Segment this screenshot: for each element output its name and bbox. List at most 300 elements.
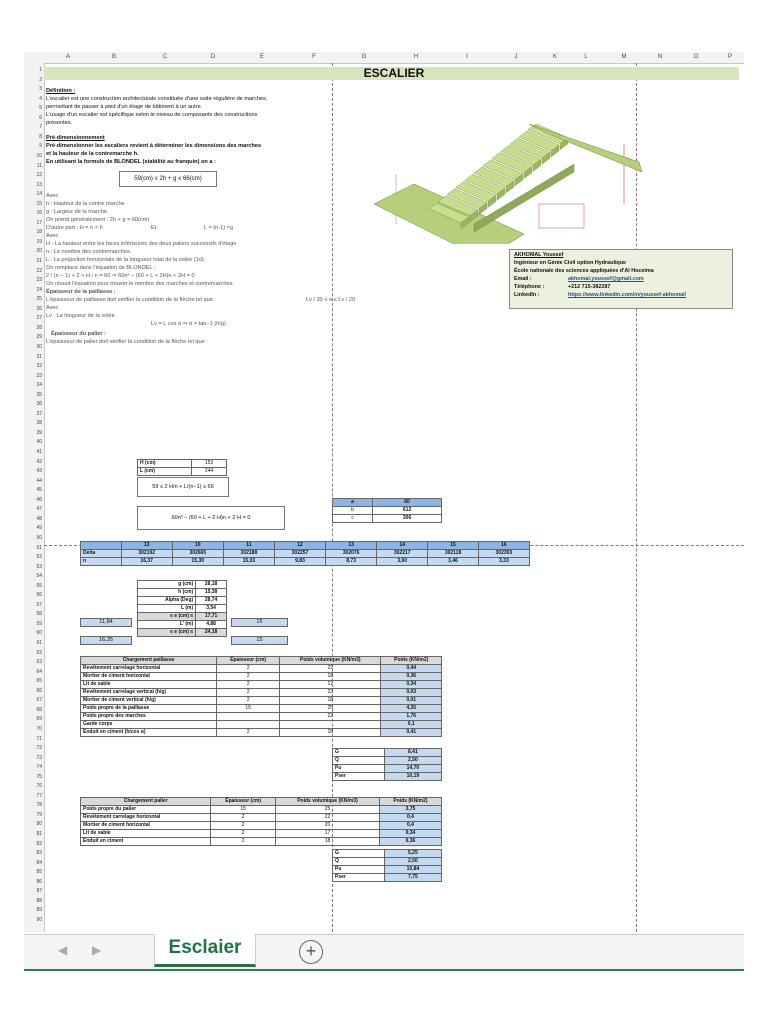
cell[interactable]: 28,18: [196, 581, 227, 589]
row-header[interactable]: 1: [39, 67, 42, 73]
cell[interactable]: 24,18: [196, 629, 227, 637]
cell[interactable]: Revêtement carrelage vertical (h/g): [81, 689, 217, 697]
row-header[interactable]: 87: [36, 888, 42, 895]
cell[interactable]: H (cm): [138, 460, 192, 468]
cell[interactable]: 17: [280, 681, 381, 689]
cell[interactable]: 15: [231, 636, 288, 645]
cell[interactable]: 22: [276, 814, 380, 822]
row-header[interactable]: 26: [36, 305, 42, 312]
cell[interactable]: a: [333, 499, 373, 507]
definition-heading: Définition :: [46, 88, 76, 94]
cell[interactable]: 18: [280, 673, 381, 681]
column-header[interactable]: E: [259, 54, 264, 60]
text-line: On prend généralement : 2h + g = 60(cm): [46, 217, 150, 223]
row-header[interactable]: 35: [36, 391, 42, 398]
column-header[interactable]: O: [693, 54, 699, 60]
cell[interactable]: 17: [276, 830, 380, 838]
cell[interactable]: Épaisseur (cm): [211, 798, 276, 806]
text-line: Lv = L cos α ⇒ α = tan−1 (h/g): [151, 321, 226, 327]
cell[interactable]: 8,73: [326, 558, 377, 566]
cell[interactable]: 13: [326, 542, 377, 550]
cell[interactable]: 18: [280, 697, 381, 705]
cell[interactable]: Poids propre de la paillasse: [81, 705, 217, 713]
cell[interactable]: 2: [211, 838, 276, 846]
cell[interactable]: 302303: [478, 550, 529, 558]
author-contact-box: [509, 249, 733, 309]
text-line: L = (n-1) ×g: [204, 225, 234, 231]
cell[interactable]: 16,35: [80, 636, 132, 645]
row-header[interactable]: 49: [36, 525, 42, 532]
cell[interactable]: 60: [373, 499, 442, 507]
cell[interactable]: [280, 721, 381, 729]
row-header[interactable]: 27: [36, 315, 42, 322]
cell[interactable]: Pser: [333, 874, 385, 882]
row-header[interactable]: 80: [36, 821, 42, 828]
row-header[interactable]: 88: [36, 897, 42, 904]
row-header[interactable]: 23: [36, 277, 42, 284]
cell[interactable]: 20: [276, 822, 380, 830]
row-header[interactable]: 69: [36, 716, 42, 723]
row-header[interactable]: 63: [36, 659, 42, 666]
row-header[interactable]: 61: [36, 640, 42, 646]
cell[interactable]: 15: [211, 806, 276, 814]
text-line: Lv / 30 ≤ e ≤ Lv / 20: [306, 297, 356, 303]
cell[interactable]: 3,75: [379, 806, 441, 814]
cell[interactable]: G: [333, 749, 385, 757]
cell[interactable]: 1,76: [381, 713, 442, 721]
cell[interactable]: [81, 542, 122, 550]
text-line: Avec: [46, 193, 59, 199]
cell[interactable]: 0,34: [379, 830, 441, 838]
row-header[interactable]: 31: [36, 353, 42, 360]
cell[interactable]: [217, 713, 280, 721]
text-line: Lv : La longueur de la volée: [46, 313, 115, 319]
row-header[interactable]: 8: [39, 133, 42, 140]
cell[interactable]: 28,74: [196, 597, 227, 605]
row-header[interactable]: 84: [36, 859, 42, 866]
loads-palier-table: [80, 797, 442, 846]
cell[interactable]: 2: [211, 814, 276, 822]
definition-line: L'escalier est une construction architecturale constituée d'une suite régulière de marches,: [46, 96, 268, 102]
row-header[interactable]: 86: [36, 878, 42, 885]
row-header[interactable]: 85: [36, 869, 42, 876]
cell[interactable]: 2: [217, 689, 280, 697]
cell[interactable]: 15: [217, 705, 280, 713]
cell[interactable]: 2: [217, 673, 280, 681]
column-header[interactable]: P: [727, 54, 732, 60]
cell[interactable]: Mortier de ciment horizontal: [81, 822, 211, 830]
definition-line: permettant de passer à pied d'un étage de bâtiment à un autre.: [46, 104, 203, 110]
row-header[interactable]: 20: [36, 248, 42, 255]
row-header[interactable]: 3: [39, 86, 42, 93]
cell[interactable]: Poids volumique (KN/m3): [280, 657, 381, 665]
cell[interactable]: Delta: [81, 550, 122, 558]
cell[interactable]: Poids propre des marches: [81, 713, 217, 721]
row-header[interactable]: 55: [36, 582, 42, 589]
text-line: h : Hauteur de la contre marche: [46, 201, 125, 207]
cell[interactable]: Revêtement carrelage horizontal: [81, 665, 217, 673]
row-header[interactable]: 33: [36, 372, 42, 379]
cell[interactable]: 3,46: [428, 558, 478, 566]
row-header[interactable]: 66: [36, 687, 42, 694]
column-header[interactable]: H: [413, 54, 419, 60]
cell[interactable]: 22: [280, 689, 381, 697]
cell[interactable]: Chargement palier: [81, 798, 211, 806]
cell[interactable]: Lit de sable: [81, 830, 211, 838]
row-header[interactable]: 65: [36, 678, 42, 685]
blondel-formula: 59(cm) ≤ 2h + g ≤ 66(cm): [134, 176, 202, 182]
prev-sheet-icon[interactable]: ◀: [58, 943, 68, 957]
row-header[interactable]: 42: [36, 458, 42, 465]
cell[interactable]: 14: [377, 542, 428, 550]
definition-line: présentes.: [46, 120, 73, 126]
row-header[interactable]: 58: [36, 611, 42, 618]
cell[interactable]: 15,38: [196, 589, 227, 597]
cell[interactable]: 0,4: [379, 822, 441, 830]
column-header[interactable]: J: [514, 54, 518, 60]
cell[interactable]: 0,36: [381, 673, 442, 681]
text-line: 2 / (n − 1) + 2 × H / n = 60 ⇒ 60n² − (60 + L + 2H)n + 2H = 0: [46, 273, 195, 279]
cell[interactable]: 302217: [377, 550, 428, 558]
cell[interactable]: 10,84: [384, 866, 441, 874]
cell[interactable]: G: [333, 850, 385, 858]
row-header[interactable]: 52: [36, 554, 42, 561]
cell[interactable]: n: [81, 558, 122, 566]
cell[interactable]: L (cm): [138, 468, 192, 476]
row-header[interactable]: 51: [36, 544, 42, 551]
row-header[interactable]: 82: [36, 840, 42, 847]
palier-heading: Épaisseur du palier :: [51, 331, 107, 337]
row-header[interactable]: 25: [36, 296, 42, 303]
author-line: École nationale des sciences appliquées d'Al Hoceima: [514, 268, 654, 274]
row-header[interactable]: 72: [36, 745, 42, 752]
dimensions-table: [137, 580, 227, 637]
cell[interactable]: 302076: [326, 550, 377, 558]
cell[interactable]: 2: [217, 729, 280, 737]
blondel-formula-box: [119, 171, 217, 187]
text-line: Avec: [46, 233, 59, 239]
predim-line: En utilisant la formule de BLONDEL (stabilité au franquin) on a :: [46, 159, 216, 165]
sheet-tab-esclaier[interactable]: [154, 934, 256, 967]
row-header[interactable]: 74: [36, 764, 42, 771]
sheet-title: ESCALIER: [363, 66, 425, 80]
cell[interactable]: 306: [373, 515, 442, 523]
column-header[interactable]: D: [210, 54, 216, 60]
cell[interactable]: 13: [121, 542, 172, 550]
definition-line: L'usage d'un escalier est spécifique selon le niveau de composants des constructions: [46, 112, 258, 118]
cell[interactable]: 4,35: [381, 705, 442, 713]
cell[interactable]: 0,01: [381, 697, 442, 705]
row-header[interactable]: 81: [36, 831, 42, 837]
row-header[interactable]: 90: [36, 916, 42, 923]
loads-paillasse-table: [80, 656, 442, 737]
cell[interactable]: 302257: [274, 550, 325, 558]
cell[interactable]: 4,88: [196, 621, 227, 629]
text-line: L : La projection horizontale de la longueur total de la volée (1d).: [46, 257, 206, 263]
row-header[interactable]: 75: [36, 773, 42, 780]
row-header[interactable]: 79: [36, 811, 42, 818]
condition-formula-box: [137, 477, 229, 497]
row-headers: [24, 63, 45, 932]
cell[interactable]: 0,03: [381, 689, 442, 697]
cell[interactable]: Enduit en ciment: [81, 838, 211, 846]
row-header[interactable]: 19: [36, 238, 42, 245]
column-header[interactable]: F: [312, 54, 316, 60]
cell[interactable]: 16: [478, 542, 529, 550]
row-header[interactable]: 14: [36, 191, 42, 198]
cell[interactable]: 302192: [121, 550, 172, 558]
cell[interactable]: Mortier de ciment vertical (h/g): [81, 697, 217, 705]
row-header[interactable]: 70: [36, 725, 42, 732]
row-header[interactable]: 89: [36, 907, 42, 914]
cell[interactable]: 14,70: [384, 765, 441, 773]
cell[interactable]: 3,60: [377, 558, 428, 566]
cell[interactable]: 302665: [172, 550, 223, 558]
column-header[interactable]: M: [621, 54, 627, 60]
cell[interactable]: ≤ e (cm) ≤: [138, 613, 196, 621]
cell[interactable]: h (cm): [138, 589, 196, 597]
cell[interactable]: 18: [280, 729, 381, 737]
cell[interactable]: 2: [211, 822, 276, 830]
cell[interactable]: 0,1: [381, 721, 442, 729]
text-line: Et: [151, 225, 157, 231]
cell[interactable]: 15,03: [223, 558, 274, 566]
row-header[interactable]: 47: [36, 506, 42, 513]
cell[interactable]: 0,44: [381, 665, 442, 673]
cell[interactable]: g (cm): [138, 581, 196, 589]
text-line: L'épaisseur de paillasse doit vérifier la condition de la flèche tel que :: [46, 297, 216, 303]
text-line: n : Le nombre des contremarches.: [46, 249, 132, 255]
cell[interactable]: 0,36: [379, 838, 441, 846]
cell[interactable]: 9,83: [274, 558, 325, 566]
row-header[interactable]: 76: [36, 783, 42, 790]
email-link[interactable]: akhomal.youssef@gmail.com: [568, 276, 644, 282]
cell[interactable]: b: [333, 507, 373, 515]
column-header[interactable]: B: [111, 54, 116, 60]
row-header[interactable]: 54: [36, 573, 42, 580]
text-line: On résout l'équation pour trouver le nombre des marches et contremarches.: [46, 281, 234, 287]
cell[interactable]: Chargement paillasse: [81, 657, 217, 665]
cell[interactable]: Q: [333, 757, 385, 765]
cell[interactable]: 10,19: [384, 773, 441, 781]
dimension-line: [539, 204, 584, 228]
predim-line: Pré-dimensionner les escaliers revient à déterminer les dimensions des marches: [46, 143, 262, 149]
phone-label: Téléphone :: [514, 284, 545, 290]
row-header[interactable]: 9: [39, 143, 42, 150]
row-header[interactable]: 77: [36, 792, 42, 799]
cell[interactable]: 22: [280, 713, 381, 721]
row-header[interactable]: 45: [36, 487, 42, 494]
cell[interactable]: Alpha (Deg): [138, 597, 196, 605]
row-header[interactable]: 67: [36, 697, 42, 704]
row-header[interactable]: 5: [39, 105, 42, 112]
next-sheet-icon[interactable]: ▶: [92, 943, 102, 957]
cell[interactable]: 612: [373, 507, 442, 515]
linkedin-label: LinkedIn :: [514, 292, 540, 298]
cell[interactable]: L (m): [138, 605, 196, 613]
row-header[interactable]: 43: [36, 468, 42, 475]
row-header[interactable]: 6: [39, 114, 42, 121]
row-header[interactable]: 39: [36, 429, 42, 436]
row-header[interactable]: 21: [36, 258, 42, 264]
row-header[interactable]: 38: [36, 420, 42, 427]
cell[interactable]: 153: [191, 460, 226, 468]
cell[interactable]: Mortier de ciment horizontal: [81, 673, 217, 681]
polynomial-formula-box: [137, 506, 285, 530]
column-header[interactable]: A: [65, 54, 70, 60]
row-header[interactable]: 16: [36, 210, 42, 217]
cell[interactable]: Épaisseur (cm): [217, 657, 280, 665]
paillasse-heading: Épaisseur de la paillasse :: [46, 289, 116, 295]
column-header[interactable]: G: [361, 54, 367, 60]
cell[interactable]: 12: [274, 542, 325, 550]
input-table: [137, 459, 227, 476]
cell[interactable]: 15: [428, 542, 478, 550]
row-header[interactable]: 30: [36, 343, 42, 350]
row-header[interactable]: 64: [36, 668, 42, 675]
iteration-table: [80, 541, 530, 566]
cell[interactable]: 2: [217, 697, 280, 705]
row-header[interactable]: 83: [36, 850, 42, 857]
row-header[interactable]: 41: [36, 449, 42, 455]
cell[interactable]: Poids propre du palier: [81, 806, 211, 814]
column-header[interactable]: C: [162, 54, 168, 60]
row-header[interactable]: 2: [39, 76, 42, 83]
cell[interactable]: L' (m): [138, 621, 196, 629]
cell[interactable]: 11: [223, 542, 274, 550]
row-header[interactable]: 73: [36, 754, 42, 761]
cell[interactable]: 0,41: [381, 729, 442, 737]
cell[interactable]: Pu: [333, 866, 385, 874]
cell[interactable]: Pu: [333, 765, 385, 773]
row-header[interactable]: 17: [36, 219, 42, 226]
author-line: Ingénieur en Génie Civil option Hydraulique: [514, 260, 627, 266]
sheet-tab-label: Esclaier: [168, 937, 242, 958]
cell[interactable]: 244: [191, 468, 226, 476]
cell[interactable]: 17,71: [196, 613, 227, 621]
column-header[interactable]: I: [466, 54, 468, 60]
row-header[interactable]: 62: [36, 649, 42, 656]
cell[interactable]: 2,50: [384, 757, 441, 765]
row-header[interactable]: 78: [36, 802, 42, 809]
cell[interactable]: Poids (KN/m2): [381, 657, 442, 665]
column-header[interactable]: N: [657, 54, 663, 60]
cell[interactable]: 25: [280, 705, 381, 713]
row-header[interactable]: 56: [36, 592, 42, 599]
spreadsheet-grid[interactable]: [24, 52, 744, 932]
text-line: g : Largeur de la marche.: [46, 209, 109, 215]
row-header[interactable]: 36: [36, 401, 42, 408]
phone-value: +212 715-382287: [568, 284, 611, 290]
cell[interactable]: 3,33: [478, 558, 529, 566]
row-header[interactable]: 59: [36, 620, 42, 627]
row-header[interactable]: 68: [36, 706, 42, 713]
row-header[interactable]: 40: [36, 439, 42, 446]
cell[interactable]: c: [333, 515, 373, 523]
row-header[interactable]: 13: [36, 181, 42, 188]
cell[interactable]: 15: [231, 618, 288, 627]
row-header[interactable]: 37: [36, 410, 42, 417]
cell[interactable]: Q: [333, 858, 385, 866]
cell[interactable]: 7,75: [384, 874, 441, 882]
row-header[interactable]: 24: [36, 286, 42, 293]
cell[interactable]: 3,54: [196, 605, 227, 613]
cell[interactable]: Poids volumique (KN/m3): [276, 798, 380, 806]
row-header[interactable]: 22: [36, 267, 42, 274]
cell[interactable]: 0,34: [381, 681, 442, 689]
row-header[interactable]: 57: [36, 601, 42, 608]
cell[interactable]: 2: [217, 665, 280, 673]
row-header[interactable]: 11: [36, 162, 42, 169]
cell[interactable]: 15,30: [172, 558, 223, 566]
row-header[interactable]: 44: [36, 477, 42, 484]
row-header[interactable]: 7: [39, 124, 42, 131]
cell[interactable]: 16,37: [121, 558, 172, 566]
row-header[interactable]: 15: [36, 200, 42, 207]
row-header[interactable]: 60: [36, 630, 42, 637]
cell[interactable]: 2,50: [384, 858, 441, 866]
column-header[interactable]: L: [584, 54, 588, 60]
cell[interactable]: ≤ e (cm) ≤: [138, 629, 196, 637]
cell[interactable]: 302118: [428, 550, 478, 558]
cell[interactable]: 0,4: [379, 814, 441, 822]
cell[interactable]: Poids (KN/m2): [379, 798, 441, 806]
row-header[interactable]: 71: [36, 735, 42, 742]
row-header[interactable]: 32: [36, 363, 42, 370]
text-line: L'épaisseur de palier doit vérifier la condition de la flèche tel que :: [46, 339, 208, 345]
polynomial-formula: 60n² − (60 + L + 2·H)n + 2·H = 0: [171, 515, 251, 521]
row-header[interactable]: 34: [36, 382, 42, 389]
cell[interactable]: 5,25: [384, 850, 441, 858]
row-header[interactable]: 29: [36, 334, 42, 341]
row-header[interactable]: 10: [36, 152, 42, 159]
row-header[interactable]: 53: [36, 563, 42, 570]
cell[interactable]: Enduit en ciment (h/cos α): [81, 729, 217, 737]
cell[interactable]: 2: [211, 830, 276, 838]
email-label: Email :: [514, 276, 532, 282]
cell[interactable]: 18: [276, 838, 380, 846]
cell[interactable]: 10: [172, 542, 223, 550]
cell[interactable]: 8,41: [384, 749, 441, 757]
cell[interactable]: Garde corps: [81, 721, 217, 729]
add-sheet-icon[interactable]: +: [299, 940, 323, 964]
coefficients-table: [332, 498, 442, 523]
cell[interactable]: Pser: [333, 773, 385, 781]
text-line: On remplace dans l'équation de BLONDEL :: [46, 265, 156, 271]
linkedin-link[interactable]: https://www.linkedin.com/in/youssef-akhomal/: [568, 292, 687, 298]
row-header[interactable]: 4: [39, 95, 42, 102]
cell[interactable]: 25: [276, 806, 380, 814]
row-header[interactable]: 46: [36, 496, 42, 503]
sheet-tab-bar: [24, 934, 744, 971]
cell[interactable]: [217, 721, 280, 729]
text-line: D'autre part : H = n × h: [46, 225, 103, 231]
cell[interactable]: 2: [217, 681, 280, 689]
row-header[interactable]: 28: [36, 324, 42, 331]
column-header[interactable]: K: [552, 54, 557, 60]
cell[interactable]: Lit de sable: [81, 681, 217, 689]
cell[interactable]: Revêtement carrelage horizontal: [81, 814, 211, 822]
paillasse-totals: [332, 748, 442, 781]
row-header[interactable]: 50: [36, 534, 42, 541]
cell[interactable]: 302188: [223, 550, 274, 558]
condition-formula: 59 ≤ 2 H/n + L/(n−1) ≤ 66: [152, 484, 214, 490]
cell[interactable]: 11,84: [80, 618, 132, 627]
row-header[interactable]: 48: [36, 515, 42, 522]
cell[interactable]: 22: [280, 665, 381, 673]
row-header[interactable]: 12: [36, 172, 42, 179]
row-header[interactable]: 18: [36, 229, 42, 236]
